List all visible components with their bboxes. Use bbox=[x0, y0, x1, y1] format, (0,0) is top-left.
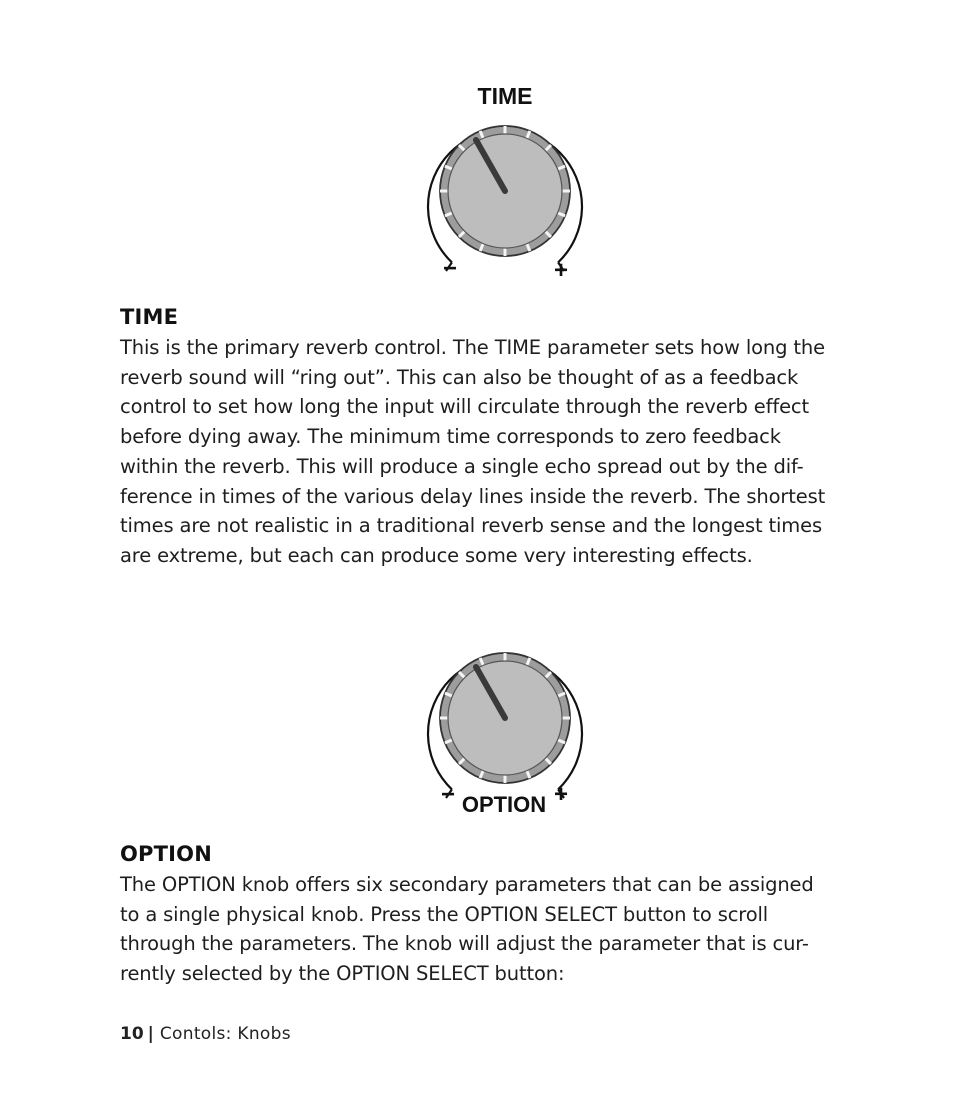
time-body-line: This is the primary reverb control. The TIME parameter sets how long the bbox=[120, 336, 825, 359]
footer-section-title: Contols: Knobs bbox=[159, 1024, 291, 1044]
footer-separator: | bbox=[147, 1024, 154, 1044]
option-knob-plus-sign: + bbox=[553, 781, 569, 808]
time-body-line: are extreme, but each can produce some very interesting effects. bbox=[120, 543, 753, 567]
page-footer bbox=[120, 1024, 291, 1044]
option-body-line: rently selected by the OPTION SELECT button: bbox=[120, 962, 565, 986]
option-knob-minus-sign: − bbox=[440, 781, 456, 808]
time-knob-diagram bbox=[400, 80, 610, 285]
time-knob-plus-sign: + bbox=[553, 257, 569, 284]
option-section-heading: OPTION bbox=[120, 842, 213, 866]
time-knob-minus-sign: − bbox=[442, 255, 458, 282]
time-body-line: control to set how long the input will circulate through the reverb effect bbox=[120, 395, 809, 419]
option-knob-diagram bbox=[400, 630, 610, 825]
time-body-line: times are not realistic in a traditional reverb sense and the longest times bbox=[120, 514, 822, 538]
time-body-line: reverb sound will “ring out”. This can also be thought of as a feedback bbox=[120, 365, 799, 389]
option-knob-label: OPTION bbox=[461, 792, 547, 817]
option-body-line: The OPTION knob offers six secondary parameters that can be assigned bbox=[120, 873, 814, 896]
time-knob-illustration bbox=[400, 80, 610, 285]
time-body-line: within the reverb. This will produce a single echo spread out by the dif- bbox=[120, 454, 804, 478]
option-body-line: through the parameters. The knob will adjust the parameter that is cur- bbox=[120, 932, 809, 956]
time-body-line: ference in times of the various delay lines inside the reverb. The shortest bbox=[120, 484, 826, 508]
option-knob-illustration bbox=[400, 630, 610, 825]
option-section-body bbox=[120, 870, 900, 989]
page-number: 10 bbox=[120, 1024, 144, 1044]
time-knob-label: TIME bbox=[477, 83, 533, 109]
time-section-heading: TIME bbox=[120, 305, 179, 329]
time-body-line: before dying away. The minimum time corresponds to zero feedback bbox=[120, 425, 781, 449]
option-body-line: to a single physical knob. Press the OPTION SELECT button to scroll bbox=[120, 902, 769, 926]
time-section-body bbox=[120, 333, 900, 571]
